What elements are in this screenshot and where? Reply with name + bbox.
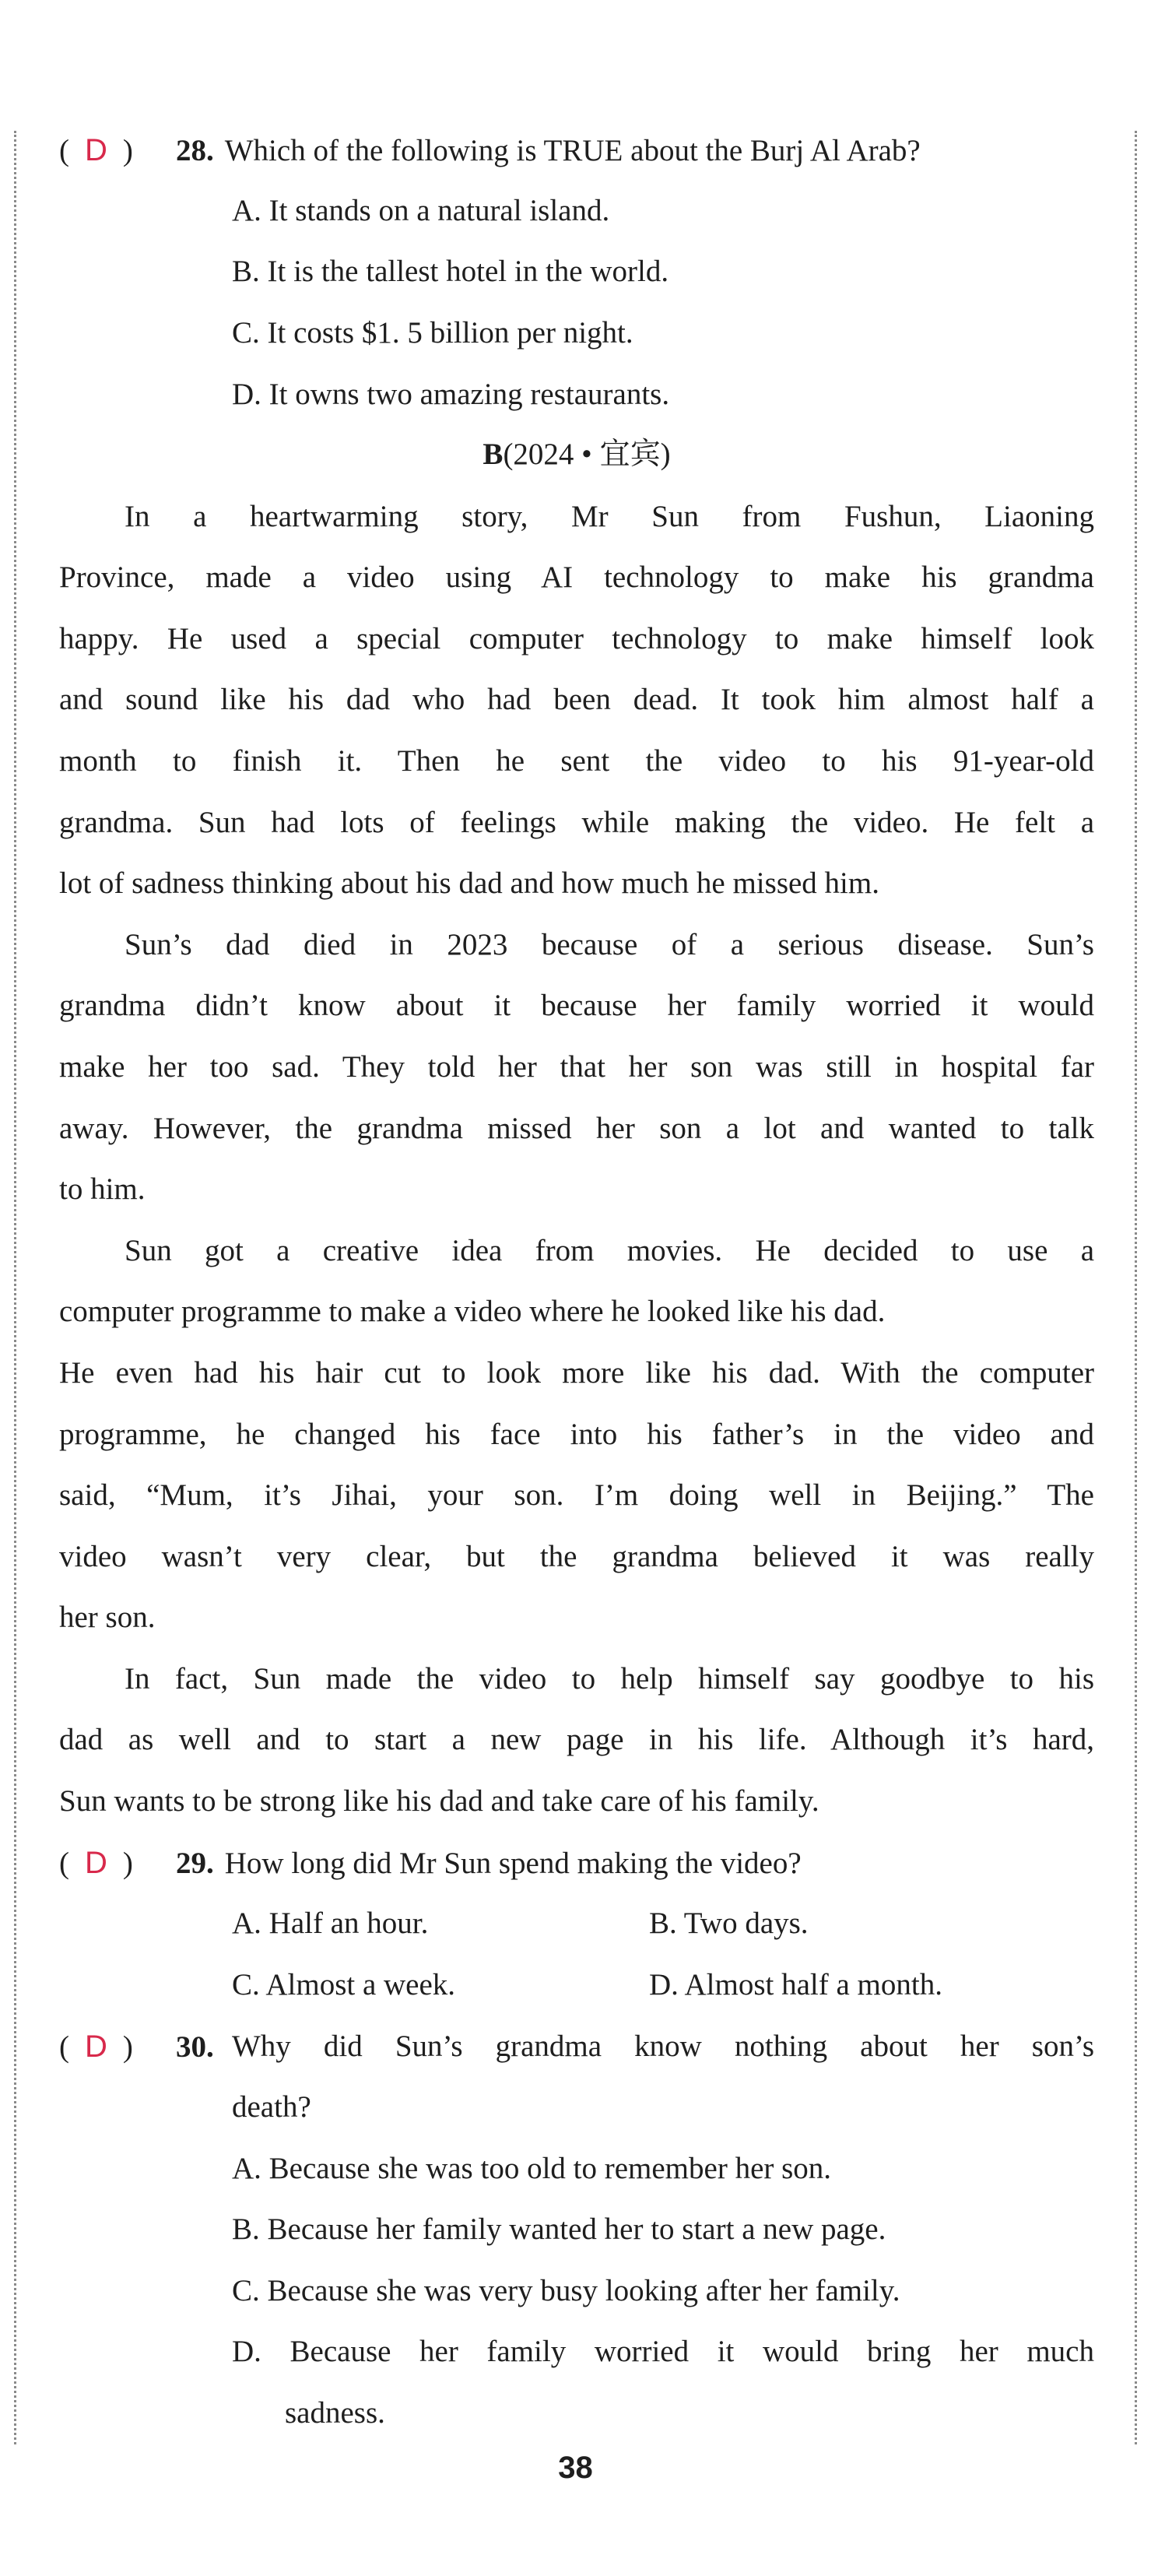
passage-line: video wasn’t very clear, but the grandma believed it was really — [59, 1540, 1094, 1573]
section-source: (2024 • 宜宾) — [503, 438, 671, 471]
passage-line: dad as well and to start a new page in his life. Although it’s hard, — [59, 1723, 1094, 1756]
passage-line: Sun’s dad died in 2023 because of a serious disease. Sun’s — [125, 928, 1094, 961]
option-a: A. It stands on a natural island. — [232, 194, 610, 227]
answer-30: D — [85, 2030, 107, 2064]
passage-line: programme, he changed his face into his father’s in the video and — [59, 1418, 1094, 1451]
question-text: Which of the following is TRUE about the Burj Al Arab? — [224, 134, 921, 167]
option-b: B. Because her family wanted her to start a new page. — [232, 2212, 886, 2246]
passage-line: computer programme to make a video where he looked like his dad. — [59, 1295, 886, 1328]
question-number: 28. — [176, 134, 214, 167]
answer-bracket: ( D ) — [59, 2030, 133, 2064]
passage-line: happy. He used a special computer technology to make himself look — [59, 622, 1094, 655]
question-number: 30. — [176, 2030, 214, 2064]
question-text-continued: death? — [232, 2090, 311, 2124]
option-d: D. It owns two amazing restaurants. — [232, 378, 670, 411]
passage-line: month to finish it. Then he sent the video to his 91-year-old — [59, 744, 1094, 778]
option-b: B. It is the tallest hotel in the world. — [232, 255, 669, 288]
passage-line: grandma didn’t know about it because her family worried it would — [59, 989, 1094, 1022]
option-c: C. Because she was very busy looking after her family. — [232, 2274, 900, 2307]
option-d: D. Almost half a month. — [649, 1968, 942, 2001]
section-heading — [59, 424, 1094, 485]
answer-bracket: ( D ) — [59, 133, 133, 167]
option-b: B. Two days. — [649, 1907, 809, 1940]
question-text: How long did Mr Sun spend making the video? — [224, 1847, 802, 1880]
right-dotted-border — [1135, 131, 1137, 2444]
question-28 — [59, 120, 921, 181]
option-a: A. Because she was too old to remember her son. — [232, 2152, 832, 2185]
option-a: A. Half an hour. — [232, 1907, 429, 1940]
passage-line: Sun got a creative idea from movies. He decided to use a — [125, 1234, 1094, 1267]
passage-line: In a heartwarming story, Mr Sun from Fushun, Liaoning — [125, 500, 1094, 533]
answer-29: D — [85, 1846, 107, 1880]
option-d: D. Because her family worried it would bring her much — [232, 2335, 1094, 2368]
passage-line: to him. — [59, 1172, 146, 1206]
passage-line: said, “Mum, it’s Jihai, your son. I’m doing well in Beijing.” The — [59, 1478, 1094, 1512]
option-c: C. It costs $1. 5 billion per night. — [232, 316, 633, 350]
passage-line: In fact, Sun made the video to help himself say goodbye to his — [125, 1662, 1094, 1696]
question-number: 29. — [176, 1847, 214, 1880]
answer-bracket: ( D ) — [59, 1846, 133, 1880]
passage-line: He even had his hair cut to look more like his dad. With the computer — [59, 1356, 1094, 1390]
answer-28: D — [85, 133, 107, 167]
question-text: Why did Sun’s grandma know nothing about her son’s — [232, 2030, 1094, 2063]
passage-line: her son. — [59, 1601, 156, 1634]
passage-line: Sun wants to be strong like his dad and take care of his family. — [59, 1784, 819, 1818]
option-d-continued: sadness. — [285, 2396, 385, 2430]
question-29 — [59, 1833, 802, 1894]
left-dotted-border — [14, 131, 16, 2444]
option-c: C. Almost a week. — [232, 1968, 456, 2001]
passage-line: and sound like his dad who had been dead. It took him almost half a — [59, 683, 1094, 716]
section-label: B — [483, 438, 504, 471]
page-number: 38 — [558, 2451, 593, 2485]
passage-line: Province, made a video using AI technology to make his grandma — [59, 561, 1094, 594]
passage-line: away. However, the grandma missed her son a lot and wanted to talk — [59, 1112, 1094, 1145]
passage-line: grandma. Sun had lots of feelings while making the video. He felt a — [59, 806, 1094, 839]
passage-line: make her too sad. They told her that her son was still in hospital far — [59, 1050, 1094, 1084]
passage-line: lot of sadness thinking about his dad and how much he missed him. — [59, 866, 879, 900]
